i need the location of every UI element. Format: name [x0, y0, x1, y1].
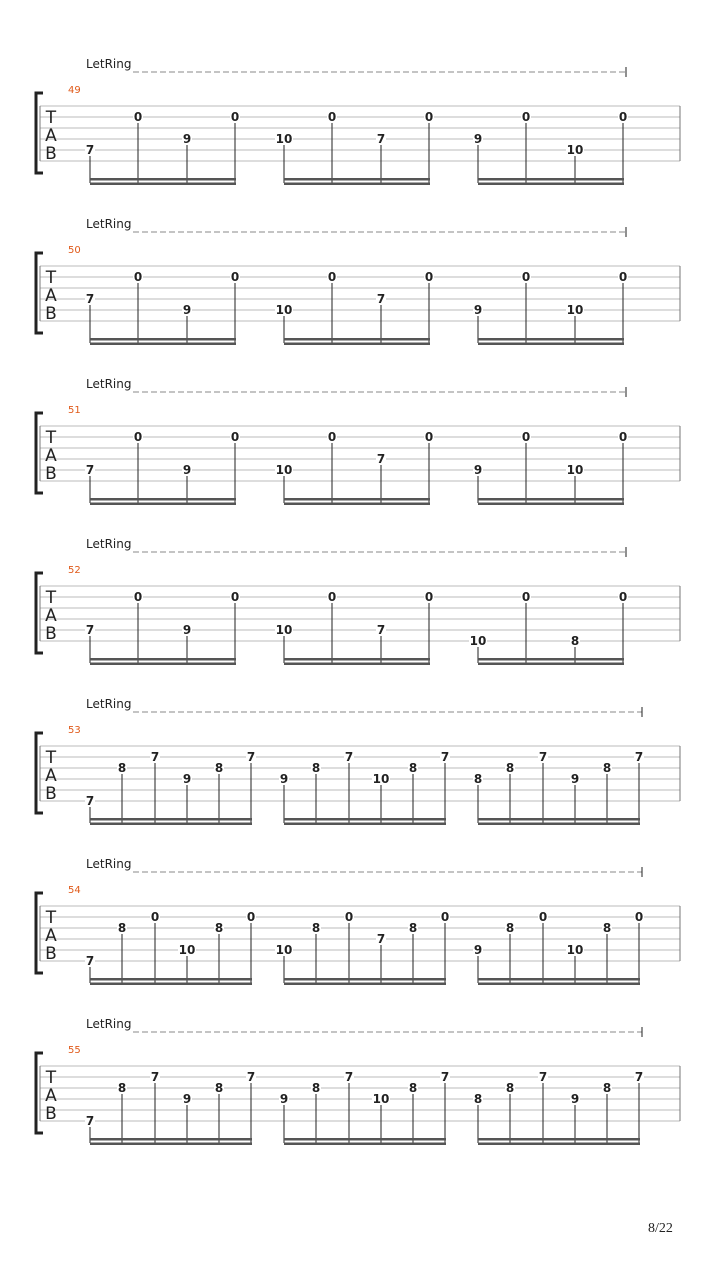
- tab-clef-letter: T: [45, 1068, 57, 1088]
- tab-clef-letter: A: [45, 766, 57, 786]
- fret-number: 8: [408, 921, 418, 935]
- fret-number: 0: [327, 270, 337, 284]
- beam: [90, 498, 236, 501]
- fret-number: 8: [117, 761, 127, 775]
- fret-number: 8: [505, 1081, 515, 1095]
- fret-number: 10: [566, 303, 584, 317]
- fret-number: 7: [85, 463, 95, 477]
- fret-number: 7: [246, 1070, 256, 1084]
- beam: [284, 823, 446, 826]
- fret-number: 0: [230, 270, 240, 284]
- fret-number: 0: [230, 110, 240, 124]
- tab-clef-letter: B: [45, 784, 57, 804]
- tab-clef-letter: T: [45, 908, 57, 928]
- beam: [284, 183, 430, 186]
- beam: [284, 503, 430, 506]
- tab-system: [36, 857, 680, 985]
- fret-number: 8: [214, 1081, 224, 1095]
- fret-number: 7: [376, 623, 386, 637]
- beam: [90, 503, 236, 506]
- beam: [90, 178, 236, 181]
- fret-number: 9: [182, 132, 192, 146]
- beam: [90, 338, 236, 341]
- beam: [90, 823, 252, 826]
- fret-number: 8: [602, 1081, 612, 1095]
- beam: [478, 503, 624, 506]
- fret-number: 8: [117, 921, 127, 935]
- fret-number: 10: [275, 623, 293, 637]
- beam: [284, 818, 446, 821]
- measure-number: 51: [68, 405, 81, 416]
- fret-number: 8: [505, 761, 515, 775]
- fret-number: 7: [85, 954, 95, 968]
- fret-number: 8: [408, 1081, 418, 1095]
- tab-clef-letter: B: [45, 304, 57, 324]
- fret-number: 0: [424, 590, 434, 604]
- fret-number: 8: [505, 921, 515, 935]
- letring-label: LetRing: [86, 857, 132, 871]
- tab-clef-letter: T: [45, 268, 57, 288]
- fret-number: 10: [275, 943, 293, 957]
- tab-system: [36, 377, 680, 505]
- fret-number: 9: [473, 132, 483, 146]
- tab-clef-letter: T: [45, 428, 57, 448]
- fret-number: 0: [230, 430, 240, 444]
- fret-number: 7: [344, 750, 354, 764]
- beam: [478, 498, 624, 501]
- beam: [284, 978, 446, 981]
- fret-number: 0: [538, 910, 548, 924]
- fret-number: 0: [618, 270, 628, 284]
- beam: [478, 663, 624, 666]
- measure-number: 52: [68, 565, 81, 576]
- letring-label: LetRing: [86, 57, 132, 71]
- fret-number: 7: [85, 623, 95, 637]
- beam: [90, 1143, 252, 1146]
- beam: [478, 983, 640, 986]
- fret-number: 0: [327, 110, 337, 124]
- fret-number: 10: [275, 463, 293, 477]
- beam: [90, 663, 236, 666]
- tab-clef-letter: A: [45, 126, 57, 146]
- fret-number: 0: [521, 110, 531, 124]
- fret-number: 9: [182, 772, 192, 786]
- fret-number: 8: [473, 772, 483, 786]
- beam: [90, 658, 236, 661]
- fret-number: 7: [344, 1070, 354, 1084]
- fret-number: 0: [133, 430, 143, 444]
- beam: [90, 183, 236, 186]
- beam: [284, 983, 446, 986]
- tab-clef-letter: T: [45, 588, 57, 608]
- measure-number: 53: [68, 725, 81, 736]
- fret-number: 8: [311, 921, 321, 935]
- fret-number: 9: [182, 463, 192, 477]
- letring-label: LetRing: [86, 217, 132, 231]
- fret-number: 9: [570, 1092, 580, 1106]
- fret-number: 7: [246, 750, 256, 764]
- fret-number: 0: [521, 430, 531, 444]
- fret-number: 0: [133, 110, 143, 124]
- fret-number: 0: [424, 430, 434, 444]
- fret-number: 7: [634, 1070, 644, 1084]
- fret-number: 9: [182, 623, 192, 637]
- beam: [284, 343, 430, 346]
- fret-number: 10: [566, 143, 584, 157]
- fret-number: 7: [85, 794, 95, 808]
- fret-number: 9: [279, 1092, 289, 1106]
- fret-number: 8: [602, 761, 612, 775]
- fret-number: 8: [214, 761, 224, 775]
- measure-number: 55: [68, 1045, 81, 1056]
- fret-number: 9: [279, 772, 289, 786]
- fret-number: 8: [473, 1092, 483, 1106]
- fret-number: 9: [182, 303, 192, 317]
- fret-number: 9: [473, 943, 483, 957]
- fret-number: 0: [440, 910, 450, 924]
- tab-system: [36, 217, 680, 345]
- fret-number: 9: [473, 303, 483, 317]
- tab-clef-letter: B: [45, 1104, 57, 1124]
- beam: [478, 178, 624, 181]
- fret-number: 0: [521, 270, 531, 284]
- fret-number: 0: [618, 590, 628, 604]
- tab-clef-letter: B: [45, 144, 57, 164]
- fret-number: 10: [469, 634, 487, 648]
- tab-system: [36, 1017, 680, 1145]
- fret-number: 10: [275, 303, 293, 317]
- measure-number: 49: [68, 85, 81, 96]
- fret-number: 7: [440, 1070, 450, 1084]
- beam: [478, 823, 640, 826]
- beam: [478, 343, 624, 346]
- beam: [478, 1143, 640, 1146]
- fret-number: 8: [311, 1081, 321, 1095]
- fret-number: 0: [150, 910, 160, 924]
- beam: [478, 183, 624, 186]
- fret-number: 7: [376, 932, 386, 946]
- beam: [90, 1138, 252, 1141]
- fret-number: 9: [570, 772, 580, 786]
- fret-number: 8: [214, 921, 224, 935]
- fret-number: 10: [275, 132, 293, 146]
- fret-number: 0: [634, 910, 644, 924]
- fret-number: 0: [327, 590, 337, 604]
- beam: [284, 498, 430, 501]
- tab-clef-letter: B: [45, 944, 57, 964]
- tab-clef-letter: A: [45, 1086, 57, 1106]
- fret-number: 0: [230, 590, 240, 604]
- beam: [284, 338, 430, 341]
- letring-label: LetRing: [86, 1017, 132, 1031]
- tab-system: [36, 57, 680, 185]
- beam: [284, 1138, 446, 1141]
- measure-number: 50: [68, 245, 81, 256]
- letring-label: LetRing: [86, 537, 132, 551]
- beam: [90, 978, 252, 981]
- fret-number: 0: [521, 590, 531, 604]
- tab-clef-letter: B: [45, 624, 57, 644]
- fret-number: 10: [178, 943, 196, 957]
- measure-number: 54: [68, 885, 81, 896]
- fret-number: 10: [372, 1092, 390, 1106]
- beam: [478, 978, 640, 981]
- fret-number: 8: [311, 761, 321, 775]
- fret-number: 10: [566, 463, 584, 477]
- beam: [478, 818, 640, 821]
- fret-number: 10: [372, 772, 390, 786]
- tab-system: [36, 537, 680, 665]
- beam: [478, 658, 624, 661]
- tab-clef-letter: A: [45, 286, 57, 306]
- fret-number: 8: [117, 1081, 127, 1095]
- fret-number: 9: [182, 1092, 192, 1106]
- fret-number: 0: [344, 910, 354, 924]
- fret-number: 8: [570, 634, 580, 648]
- beam: [90, 343, 236, 346]
- beam: [284, 663, 430, 666]
- tab-clef-letter: T: [45, 748, 57, 768]
- beam: [284, 178, 430, 181]
- fret-number: 0: [133, 590, 143, 604]
- fret-number: 7: [85, 143, 95, 157]
- fret-number: 7: [85, 292, 95, 306]
- fret-number: 0: [618, 430, 628, 444]
- fret-number: 0: [246, 910, 256, 924]
- fret-number: 0: [424, 110, 434, 124]
- beam: [284, 658, 430, 661]
- beam: [478, 1138, 640, 1141]
- fret-number: 8: [602, 921, 612, 935]
- beam: [90, 818, 252, 821]
- fret-number: 7: [538, 1070, 548, 1084]
- fret-number: 7: [440, 750, 450, 764]
- tab-clef-letter: A: [45, 606, 57, 626]
- fret-number: 7: [150, 750, 160, 764]
- fret-number: 7: [150, 1070, 160, 1084]
- letring-label: LetRing: [86, 377, 132, 391]
- beam: [478, 338, 624, 341]
- fret-number: 0: [133, 270, 143, 284]
- tab-clef-letter: B: [45, 464, 57, 484]
- tab-clef-letter: A: [45, 446, 57, 466]
- tab-clef-letter: A: [45, 926, 57, 946]
- fret-number: 7: [376, 452, 386, 466]
- fret-number: 7: [634, 750, 644, 764]
- fret-number: 0: [618, 110, 628, 124]
- tab-clef-letter: T: [45, 108, 57, 128]
- page-number: 8/22: [648, 1221, 673, 1236]
- fret-number: 7: [538, 750, 548, 764]
- beam: [90, 983, 252, 986]
- fret-number: 0: [327, 430, 337, 444]
- fret-number: 10: [566, 943, 584, 957]
- fret-number: 7: [85, 1114, 95, 1128]
- fret-number: 7: [376, 292, 386, 306]
- tab-system: [36, 697, 680, 825]
- fret-number: 0: [424, 270, 434, 284]
- fret-number: 7: [376, 132, 386, 146]
- fret-number: 9: [473, 463, 483, 477]
- fret-number: 8: [408, 761, 418, 775]
- beam: [284, 1143, 446, 1146]
- letring-label: LetRing: [86, 697, 132, 711]
